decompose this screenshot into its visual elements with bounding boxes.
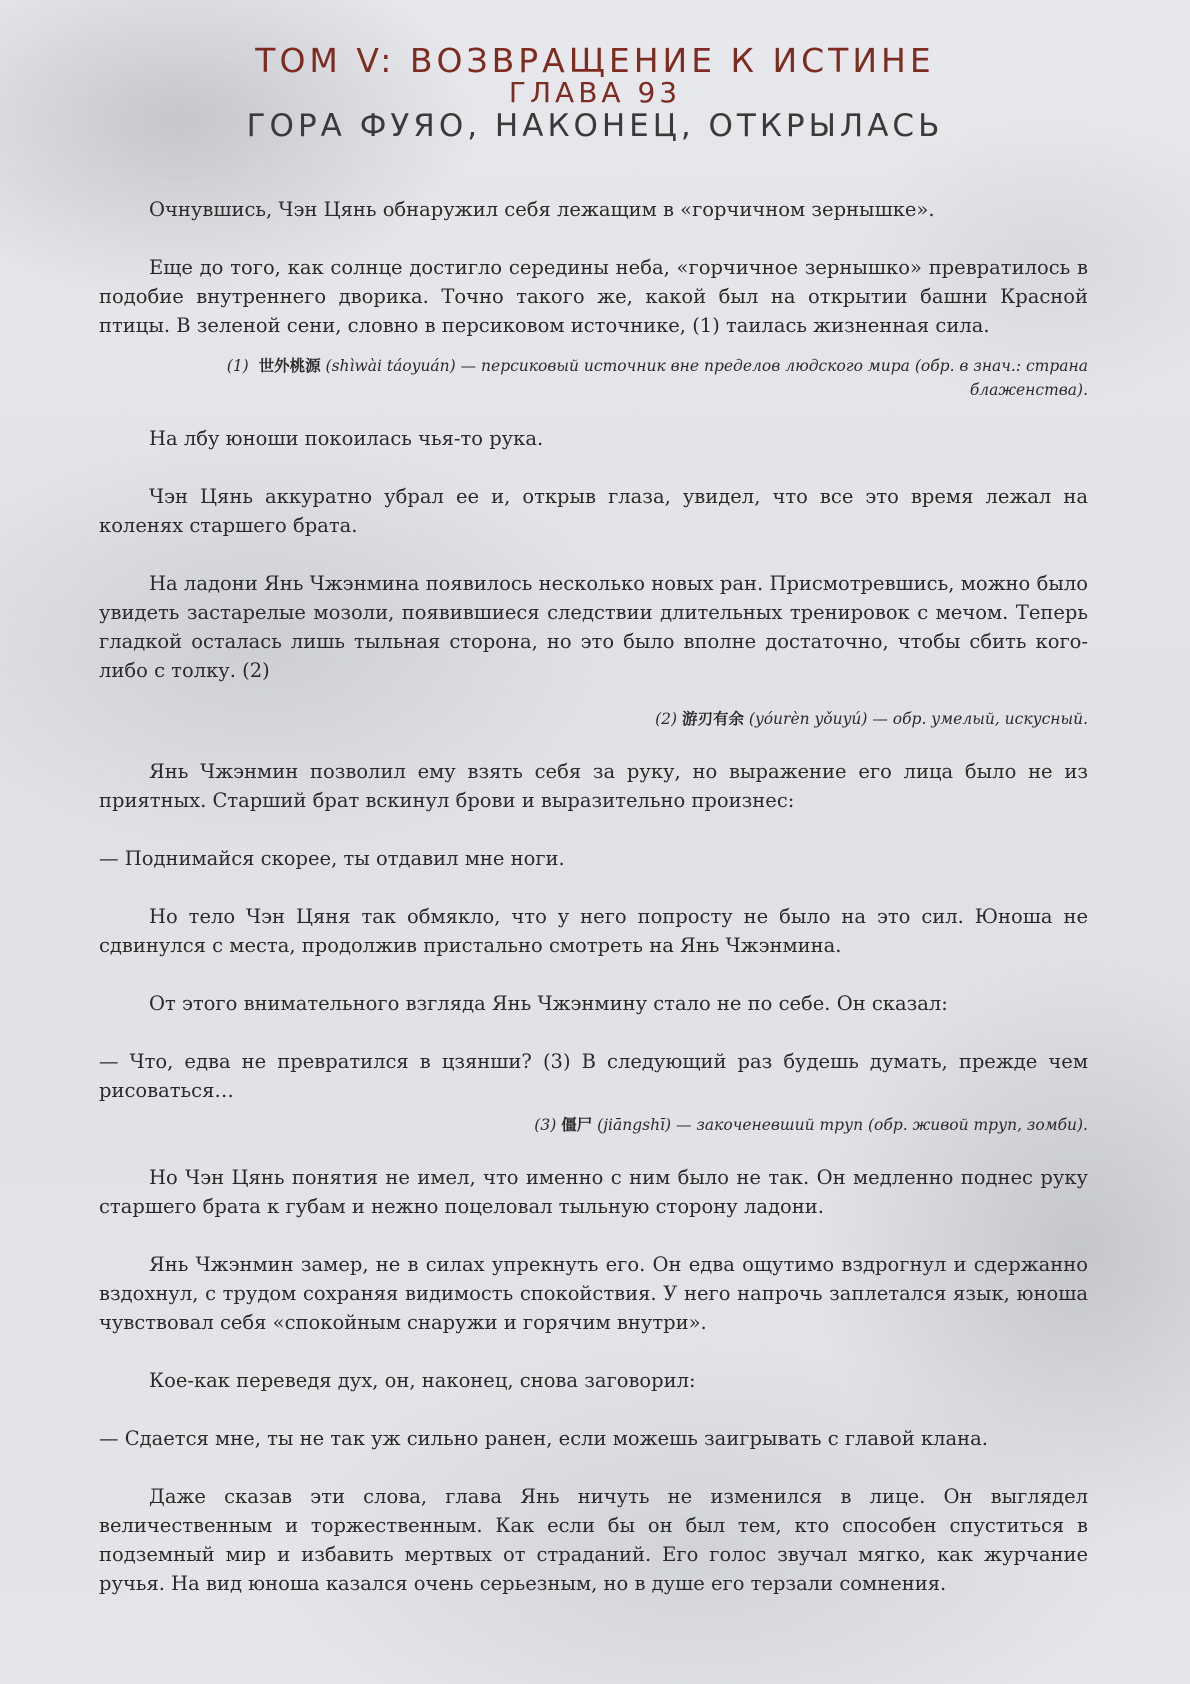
paragraph: Еще до того, как солнце достигло середины неба, «горчичное зернышко» превратилось в подобие внутреннего дворика. Точно такого же, какой был на открытии башни Красной птицы. В зеленой сени, словно в персиковом источнике, (1) таилась жизненная сила. <box>99 256 1088 337</box>
footnote-text: (yóurèn yǒuyú) — обр. умелый, искусный. <box>748 710 1088 728</box>
paragraph: Янь Чжэнмин позволил ему взять себя за руку, но выражение его лица было не из приятных. Старший брат вскинул брови и выразительно произнес: <box>99 760 1088 812</box>
footnote-number: (2) <box>655 710 678 728</box>
paragraph: От этого внимательного взгляда Янь Чжэнмину стало не по себе. Он сказал: <box>149 992 948 1015</box>
footnote-2 <box>99 707 1088 731</box>
footnote-number: (3) <box>534 1116 557 1134</box>
chapter-title: ГОРА ФУЯО, НАКОНЕЦ, ОТКРЫЛАСЬ <box>246 108 944 144</box>
paragraph: Чэн Цянь аккуратно убрал ее и, открыв глаза, увидел, что все это время лежал на коленях старшего брата. <box>99 485 1088 537</box>
paragraph: Янь Чжэнмин замер, не в силах упрекнуть его. Он едва ощутимо вздрогнул и сдержанно вздохнул, с трудом сохраняя видимость спокойствия. У него напрочь заплетался язык, юноша чувствовал себя «спокойным снаружи и горячим внутри». <box>99 1253 1088 1334</box>
footnote-1 <box>99 354 1088 402</box>
paragraph: Даже сказав эти слова, глава Янь ничуть не изменился в лице. Он выглядел величественным и торжественным. Как если бы он был тем, кто способен спуститься в подземный мир и избавить мертвых от страданий. Его голос звучал мягко, как журчание ручья. На вид юноша казался очень серьезным, но в душе его терзали сомнения. <box>99 1485 1088 1595</box>
chapter-body <box>99 195 1088 1598</box>
footnote-number: (1) <box>226 357 249 375</box>
paragraph: Но тело Чэн Цяня так обмякло, что у него попросту не было на это сил. Юноша не сдвинулся с места, продолжив пристально смотреть на Янь Чжэнмина. <box>99 905 1088 957</box>
paragraph: Кое-как переведя дух, он, наконец, снова заговорил: <box>149 1369 696 1392</box>
footnote-chinese: 游刃有余 <box>681 710 744 728</box>
chapter-header <box>0 41 1190 144</box>
chapter-number: ГЛАВА 93 <box>508 76 682 109</box>
volume-title: ТОМ V: ВОЗВРАЩЕНИЕ К ИСТИНЕ <box>255 41 935 80</box>
footnote-text: (jiāngshī) — закоченевший труп (обр. живой труп, зомби). <box>597 1116 1088 1134</box>
footnote-3 <box>99 1113 1088 1137</box>
footnote-chinese: 僵尸 <box>561 1116 593 1134</box>
paragraph: На лбу юноши покоилась чья-то рука. <box>149 427 544 450</box>
dialogue-line: — Сдается мне, ты не так уж сильно ранен, если можешь заигрывать с главой клана. <box>99 1427 988 1450</box>
dialogue-line: — Поднимайся скорее, ты отдавил мне ноги. <box>99 847 565 870</box>
paragraph: Очнувшись, Чэн Цянь обнаружил себя лежащим в «горчичном зернышке». <box>149 198 935 221</box>
footnote-chinese: 世外桃源 <box>258 357 321 375</box>
footnote-text: (shìwài táoyuán) — персиковый источник вне пределов людского мира (обр. в знач.: страна блаженства). <box>325 357 1088 399</box>
paragraph: На ладони Янь Чжэнмина появилось несколько новых ран. Присмотревшись, можно было увидеть застарелые мозоли, появившиеся следствии длительных тренировок с мечом. Теперь гладкой осталась лишь тыльная сторона, но это было вполне достаточно, чтобы сбить кого-либо с толку. (2) <box>99 572 1088 682</box>
dialogue-line: — Что, едва не превратился в цзянши? (3) В следующий раз будешь думать, прежде чем рисоваться… <box>99 1050 1088 1102</box>
paragraph: Но Чэн Цянь понятия не имел, что именно с ним было не так. Он медленно поднес руку старшего брата к губам и нежно поцеловал тыльную сторону ладони. <box>99 1166 1088 1218</box>
